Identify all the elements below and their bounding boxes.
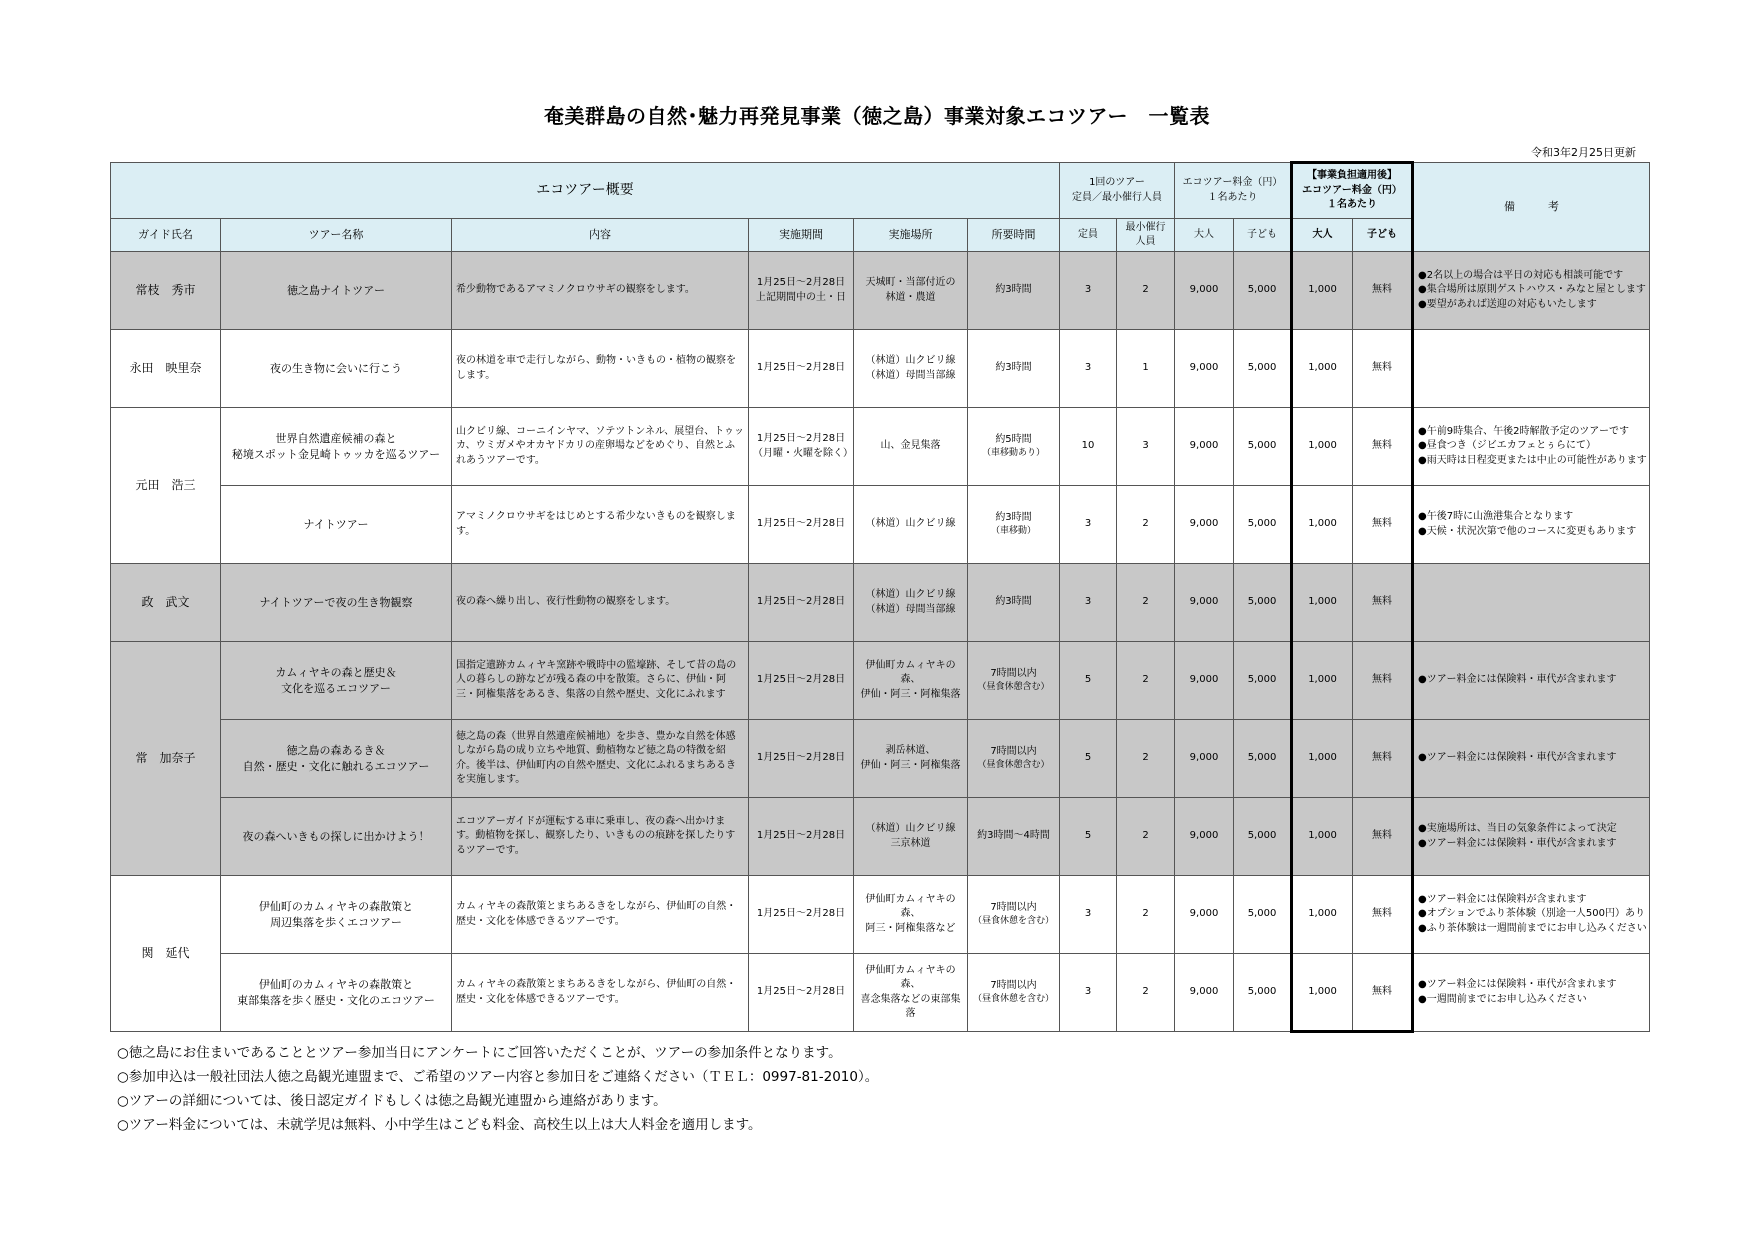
capacity-cell: 3: [1060, 876, 1117, 954]
adult-subsidy-fee-cell: 1,000: [1292, 408, 1353, 486]
duration-note: （昼食休憩を含む）: [972, 916, 1054, 927]
remark-line: ●一週間前までにお申し込みください: [1418, 993, 1587, 1005]
place-cell: [854, 408, 968, 486]
remark-line: ●ツアー料金には保険料が含まれます: [1418, 893, 1587, 905]
adult-subsidy-fee-cell: 1,000: [1292, 486, 1353, 564]
tour-name-cell: [221, 330, 452, 408]
content-cell: 国指定遺跡カムィヤキ窯跡や戦時中の監壕跡、そして昔の島の人の暮らしの跡などが残る森の中を散策。さらに、伊仙・阿三・阿権集落をあるき、集落の自然や歴史、文化にふれます: [452, 642, 749, 720]
adult-subsidy-fee-cell: 1,000: [1292, 876, 1353, 954]
min-participants-cell: 2: [1117, 486, 1175, 564]
header-min-line1: 最小催行: [1125, 221, 1166, 233]
remark-line: ●雨天時は日程変更または中止の可能性があります: [1418, 454, 1647, 466]
tour-name-cell: [221, 564, 452, 642]
table-row: [111, 486, 1650, 564]
period-cell: [749, 876, 854, 954]
tour-name-cell: [221, 642, 452, 720]
duration-line: 7時間以内: [990, 745, 1037, 757]
place-line: （林道）母間当部線: [865, 369, 956, 381]
adult-subsidy-fee-cell: 1,000: [1292, 720, 1353, 798]
header-min-line2: 人員: [1135, 236, 1156, 247]
period-cell: [749, 252, 854, 330]
header-capacity: 定員: [1060, 219, 1117, 252]
duration-cell: [968, 876, 1060, 954]
content-cell: カムィヤキの森散策とまちあるきをしながら、伊仙町の自然・歴史・文化を体感できるツアーです。: [452, 876, 749, 954]
tour-name-cell: [221, 720, 452, 798]
period-line: 1月25日～2月28日: [756, 596, 846, 608]
header-overview: エコツアー概要: [111, 163, 1060, 219]
tour-name-line: 伊仙町のカムィヤキの森散策と: [258, 899, 414, 913]
content-cell: 希少動物であるアマミノクロウサギの観察をします。: [452, 252, 749, 330]
place-line: 林道・農道: [885, 291, 936, 303]
remarks-cell: [1413, 954, 1650, 1032]
adult-fee-cell: 9,000: [1175, 642, 1234, 720]
tour-name-line: 徳之島の森あるき＆: [286, 743, 386, 757]
duration-line: 7時間以内: [990, 667, 1037, 679]
duration-cell: [968, 798, 1060, 876]
header-capacity-group: [1060, 163, 1175, 219]
page-title: 奄美群島の自然･魅力再発見事業（徳之島）事業対象エコツアー 一覧表: [544, 104, 1210, 128]
header-tour-name: ツアー名称: [221, 219, 452, 252]
period-line: 1月25日～2月28日: [756, 518, 846, 530]
adult-subsidy-fee-cell: 1,000: [1292, 642, 1353, 720]
table-row: [111, 876, 1650, 954]
place-line: 喜念集落などの東部集落: [860, 993, 961, 1019]
duration-line: 約3時間～4時間: [977, 830, 1050, 842]
duration-cell: [968, 564, 1060, 642]
child-subsidy-fee-cell: 無料: [1353, 642, 1413, 720]
period-cell: [749, 798, 854, 876]
header-capacity-line1: 1回のツアー: [1089, 177, 1145, 188]
duration-line: 約3時間: [995, 596, 1032, 608]
duration-cell: [968, 642, 1060, 720]
remark-line: ●午前9時集合、午後2時解散予定のツアーです: [1418, 425, 1629, 437]
place-cell: [854, 252, 968, 330]
place-line: 伊仙町カムィヤキの森、: [865, 893, 956, 920]
guide-name-cell: 永田 映里奈: [111, 330, 221, 408]
adult-fee-cell: 9,000: [1175, 954, 1234, 1032]
adult-fee-cell: 9,000: [1175, 486, 1234, 564]
capacity-cell: 3: [1060, 330, 1117, 408]
period-line: 1月25日～2月28日: [756, 752, 846, 764]
child-fee-cell: 5,000: [1234, 954, 1292, 1032]
tour-name-line: ナイトツアーで夜の生き物観察: [259, 595, 413, 609]
child-subsidy-fee-cell: 無料: [1353, 330, 1413, 408]
remarks-cell: [1413, 408, 1650, 486]
adult-subsidy-fee-cell: 1,000: [1292, 798, 1353, 876]
header-duration: 所要時間: [968, 219, 1060, 252]
header-subsidy-line3: １名あたり: [1327, 199, 1378, 211]
adult-fee-cell: 9,000: [1175, 876, 1234, 954]
updated-date: 令和3年2月25日更新: [1531, 146, 1636, 159]
header-adult-fee: 大人: [1175, 219, 1234, 252]
place-cell: [854, 876, 968, 954]
min-participants-cell: 2: [1117, 564, 1175, 642]
content-cell: エコツアーガイドが運転する車に乗車し、夜の森へ出かけます。動植物を探し、観察したり、いきものの痕跡を探したりするツアーです。: [452, 798, 749, 876]
min-participants-cell: 2: [1117, 798, 1175, 876]
duration-line: 約5時間: [995, 433, 1032, 445]
header-subsidy-line2: エコツアー料金（円）: [1302, 184, 1402, 196]
footnotes: [117, 1041, 878, 1137]
child-fee-cell: 5,000: [1234, 642, 1292, 720]
child-subsidy-fee-cell: 無料: [1353, 408, 1413, 486]
header-min-participants: [1117, 219, 1175, 252]
tour-name-line: 秘境スポット金見崎トゥッカを巡るツアー: [231, 447, 441, 461]
min-participants-cell: 2: [1117, 876, 1175, 954]
child-subsidy-fee-cell: 無料: [1353, 252, 1413, 330]
remark-line: ●ツアー料金には保険料・車代が含まれます: [1418, 674, 1617, 686]
period-cell: [749, 720, 854, 798]
period-line: （月曜・火曜を除く）: [753, 447, 853, 459]
tour-name-line: 周辺集落を歩くエコツアー: [270, 915, 402, 929]
adult-fee-cell: 9,000: [1175, 798, 1234, 876]
place-cell: [854, 798, 968, 876]
duration-note: （昼食休憩含む）: [977, 682, 1050, 693]
min-participants-cell: 2: [1117, 642, 1175, 720]
header-place: 実施場所: [854, 219, 968, 252]
place-line: 伊仙・阿三・阿権集落: [860, 688, 961, 700]
period-cell: [749, 954, 854, 1032]
place-cell: [854, 720, 968, 798]
place-line: 三京林道: [890, 837, 931, 849]
header-period: 実施期間: [749, 219, 854, 252]
header-fee-group: [1175, 163, 1292, 219]
duration-cell: [968, 330, 1060, 408]
tour-name-cell: [221, 954, 452, 1032]
period-cell: [749, 642, 854, 720]
capacity-cell: 3: [1060, 564, 1117, 642]
period-line: 1月25日～2月28日: [756, 830, 846, 842]
place-line: （林道）山クビリ線: [865, 823, 956, 834]
place-line: 伊仙町カムィヤキの森、: [865, 659, 956, 686]
child-fee-cell: 5,000: [1234, 330, 1292, 408]
tour-name-cell: [221, 486, 452, 564]
period-line: 1月25日～2月28日: [756, 674, 846, 686]
adult-fee-cell: 9,000: [1175, 564, 1234, 642]
child-subsidy-fee-cell: 無料: [1353, 720, 1413, 798]
tour-name-cell: [221, 876, 452, 954]
period-cell: [749, 330, 854, 408]
table-row: [111, 642, 1650, 720]
adult-subsidy-fee-cell: 1,000: [1292, 564, 1353, 642]
place-line: 伊仙町カムィヤキの森、: [865, 964, 956, 990]
remarks-cell: [1413, 564, 1650, 642]
duration-cell: [968, 486, 1060, 564]
place-line: （林道）山クビリ線: [865, 355, 956, 366]
capacity-cell: 3: [1060, 252, 1117, 330]
child-fee-cell: 5,000: [1234, 408, 1292, 486]
header-fee-line1: エコツアー料金（円）: [1182, 177, 1283, 188]
place-cell: [854, 564, 968, 642]
child-fee-cell: 5,000: [1234, 486, 1292, 564]
footnote: ○参加申込は一般社団法人徳之島観光連盟まで、ご希望のツアー内容と参加日をご連絡ください（ＴＥＬ：0997-81-2010）。: [117, 1069, 879, 1085]
period-line: 上記期間中の土・日: [756, 291, 846, 303]
child-fee-cell: 5,000: [1234, 720, 1292, 798]
tour-name-line: 世界自然遺産候補の森と: [275, 431, 397, 445]
remark-line: ●実施場所は、当日の気象条件によって決定: [1418, 823, 1617, 834]
remark-line: ●ふり茶体験は一週間前までにお申し込みください: [1418, 922, 1647, 934]
footnote: ○ツアーの詳細については、後日認定ガイドもしくは徳之島観光連盟から連絡があります。: [117, 1093, 667, 1109]
child-subsidy-fee-cell: 無料: [1353, 876, 1413, 954]
tour-name-cell: [221, 798, 452, 876]
child-subsidy-fee-cell: 無料: [1353, 564, 1413, 642]
place-line: （林道）母間当部線: [865, 603, 956, 615]
remarks-cell: [1413, 720, 1650, 798]
tour-name-line: 東部集落を歩く歴史・文化のエコツアー: [237, 993, 435, 1007]
capacity-cell: 5: [1060, 798, 1117, 876]
place-line: （林道）山クビリ線: [865, 518, 956, 530]
tour-name-cell: [221, 408, 452, 486]
header-subsidy-group: [1292, 163, 1413, 219]
header-content: 内容: [452, 219, 749, 252]
tour-name-line: カムィヤキの森と歴史＆: [275, 665, 397, 679]
remark-line: ●ツアー料金には保険料・車代が含まれます: [1418, 752, 1617, 764]
duration-cell: [968, 720, 1060, 798]
guide-name-cell: 常枝 秀市: [111, 252, 221, 330]
remark-line: ●2名以上の場合は平日の対応も相談可能です: [1418, 269, 1624, 281]
table-row: [111, 330, 1650, 408]
remark-line: ●オプションでふり茶体験（別途一人500円）あり: [1418, 908, 1645, 920]
content-cell: 徳之島の森（世界自然遺産候補地）を歩き、豊かな自然を体感しながら島の成り立ちや地質、動植物など徳之島の特徴を紹介。後半は、伊仙町内の自然や歴史、文化にふれるまちあるきを実施します。: [452, 720, 749, 798]
duration-note: （車移動）: [990, 526, 1036, 537]
period-line: 1月25日～2月28日: [756, 986, 846, 998]
footnote: ○ツアー料金については、未就学児は無料、小中学生はこども料金、高校生以上は大人料金を適用します。: [117, 1117, 762, 1133]
header-child-fee: 子ども: [1234, 219, 1292, 252]
header-remarks: 備 考: [1413, 163, 1650, 252]
table-row: [111, 408, 1650, 486]
content-cell: アマミノクロウサギをはじめとする希少ないきものを観察します。: [452, 486, 749, 564]
table-row: [111, 252, 1650, 330]
duration-note: （昼食休憩含む）: [977, 760, 1050, 771]
place-cell: [854, 330, 968, 408]
place-line: （林道）山クビリ線: [865, 589, 956, 600]
tour-name-line: 夜の森へいきもの探しに出かけよう！: [242, 829, 430, 843]
remark-line: ●午後7時に山漁港集合となります: [1418, 511, 1574, 522]
min-participants-cell: 2: [1117, 252, 1175, 330]
duration-line: 約3時間: [995, 284, 1032, 296]
child-subsidy-fee-cell: 無料: [1353, 954, 1413, 1032]
table-row: [111, 720, 1650, 798]
remarks-cell: [1413, 486, 1650, 564]
duration-cell: [968, 954, 1060, 1032]
header-guide: ガイド氏名: [111, 219, 221, 252]
place-line: 天城町・当部付近の: [865, 277, 956, 288]
adult-fee-cell: 9,000: [1175, 720, 1234, 798]
min-participants-cell: 1: [1117, 330, 1175, 408]
duration-cell: [968, 252, 1060, 330]
remarks-cell: [1413, 330, 1650, 408]
remark-line: ●要望があれば送迎の対応もいたします: [1418, 298, 1597, 310]
tour-name-line: ナイトツアー: [303, 517, 369, 531]
tour-name-cell: [221, 252, 452, 330]
min-participants-cell: 2: [1117, 720, 1175, 798]
table-row: [111, 564, 1650, 642]
child-subsidy-fee-cell: 無料: [1353, 486, 1413, 564]
content-cell: 山クビリ線、コーニインヤマ、ソテツトンネル、展望台、トゥッカ、ウミガメやオカヤドカリの産卵場などをめぐり、自然とふれあうツアーです。: [452, 408, 749, 486]
capacity-cell: 3: [1060, 954, 1117, 1032]
footnote: ○徳之島にお住まいであることとツアー参加当日にアンケートにご回答いただくことが、ツアーの参加条件となります。: [117, 1045, 842, 1061]
header-capacity-line2: 定員／最小催行人員: [1072, 191, 1162, 203]
capacity-cell: 5: [1060, 720, 1117, 798]
child-fee-cell: 5,000: [1234, 252, 1292, 330]
adult-fee-cell: 9,000: [1175, 408, 1234, 486]
period-line: 1月25日～2月28日: [756, 277, 846, 288]
remark-line: ●天候・状況次第で他のコースに変更もあります: [1418, 525, 1637, 537]
duration-line: 約3時間: [995, 362, 1032, 374]
duration-cell: [968, 408, 1060, 486]
place-line: 伊仙・阿三・阿権集落: [860, 759, 961, 771]
guide-name-cell: 政 武文: [111, 564, 221, 642]
duration-line: 7時間以内: [990, 979, 1037, 991]
duration-line: 約3時間: [995, 511, 1032, 523]
place-cell: [854, 954, 968, 1032]
remarks-cell: [1413, 252, 1650, 330]
guide-name-cell: 関 延代: [111, 876, 221, 1032]
place-cell: [854, 486, 968, 564]
guide-name-cell: 元田 浩三: [111, 408, 221, 564]
table-row: [111, 954, 1650, 1032]
tour-name-line: 夜の生き物に会いに行こう: [270, 361, 402, 375]
header-subsidy-line1: 【事業負担適用後】: [1307, 170, 1398, 182]
tour-name-line: 伊仙町のカムィヤキの森散策と: [258, 977, 414, 991]
remark-line: ●昼食つき（ジビエカフェとぅらにて）: [1418, 440, 1597, 452]
content-cell: 夜の森へ繰り出し、夜行性動物の観察をします。: [452, 564, 749, 642]
period-cell: [749, 564, 854, 642]
tour-name-line: 文化を巡るエコツアー: [281, 681, 391, 695]
remarks-cell: [1413, 798, 1650, 876]
adult-fee-cell: 9,000: [1175, 330, 1234, 408]
place-line: 山、金見集落: [880, 440, 941, 452]
child-subsidy-fee-cell: 無料: [1353, 798, 1413, 876]
remarks-cell: [1413, 642, 1650, 720]
tour-name-line: 徳之島ナイトツアー: [287, 283, 385, 297]
place-line: 剥岳林道、: [885, 745, 936, 756]
guide-name-cell: 常 加奈子: [111, 642, 221, 876]
remark-line: ●ツアー料金には保険料・車代が含まれます: [1418, 837, 1617, 849]
eco-tour-table: [110, 161, 1650, 1033]
remark-line: ●ツアー料金には保険料・車代が含まれます: [1418, 979, 1617, 990]
period-line: 1月25日～2月28日: [756, 362, 846, 374]
duration-note: （車移動あり）: [981, 448, 1045, 459]
adult-subsidy-fee-cell: 1,000: [1292, 252, 1353, 330]
duration-line: 7時間以内: [990, 901, 1037, 913]
min-participants-cell: 3: [1117, 408, 1175, 486]
header-adult-subsidy: 大人: [1292, 219, 1353, 252]
place-cell: [854, 642, 968, 720]
content-cell: 夜の林道を車で走行しながら、動物・いきもの・植物の観察をします。: [452, 330, 749, 408]
period-line: 1月25日～2月28日: [756, 908, 846, 920]
capacity-cell: 10: [1060, 408, 1117, 486]
child-fee-cell: 5,000: [1234, 564, 1292, 642]
content-cell: カムィヤキの森散策とまちあるきをしながら、伊仙町の自然・歴史・文化を体感できるツアーです。: [452, 954, 749, 1032]
adult-subsidy-fee-cell: 1,000: [1292, 954, 1353, 1032]
remark-line: ●集合場所は原則ゲストハウス・みなと屋とします: [1418, 284, 1646, 296]
capacity-cell: 5: [1060, 642, 1117, 720]
adult-subsidy-fee-cell: 1,000: [1292, 330, 1353, 408]
duration-note: （昼食休憩を含む）: [972, 994, 1054, 1005]
adult-fee-cell: 9,000: [1175, 252, 1234, 330]
place-line: 阿三・阿権集落など: [865, 922, 956, 934]
table-row: [111, 798, 1650, 876]
period-line: 1月25日～2月28日: [756, 433, 846, 444]
header-child-subsidy: 子ども: [1353, 219, 1413, 252]
tour-name-line: 自然・歴史・文化に触れるエコツアー: [242, 759, 430, 773]
min-participants-cell: 2: [1117, 954, 1175, 1032]
child-fee-cell: 5,000: [1234, 876, 1292, 954]
capacity-cell: 3: [1060, 486, 1117, 564]
header-fee-line2: １名あたり: [1207, 191, 1258, 203]
period-cell: [749, 408, 854, 486]
period-cell: [749, 486, 854, 564]
remarks-cell: [1413, 876, 1650, 954]
child-fee-cell: 5,000: [1234, 798, 1292, 876]
